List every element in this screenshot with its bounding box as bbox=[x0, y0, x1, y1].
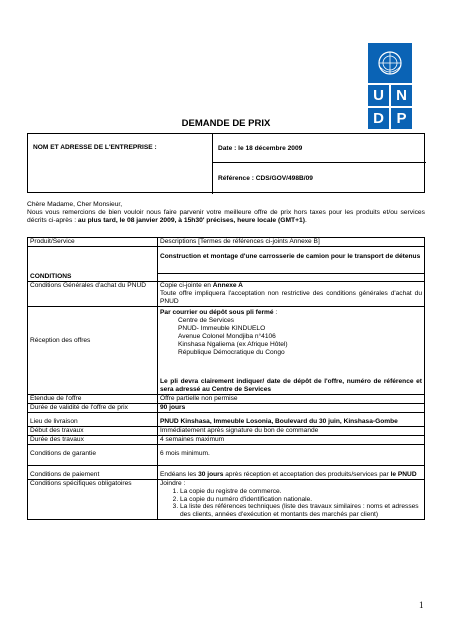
list-item: 1. La copie du registre de commerce. bbox=[180, 488, 422, 496]
reception-label: Réception des offres bbox=[28, 307, 158, 395]
validity-label: Durée de validité de l'offre de prix bbox=[28, 404, 158, 413]
greeting: Chère Madame, Cher Monsieur, bbox=[27, 201, 123, 208]
description-label: Descriptions [Termes de références ci-joints Annexe B] bbox=[158, 238, 425, 247]
specific-list bbox=[180, 488, 422, 520]
duration-value: 4 semaines maximum bbox=[158, 435, 425, 444]
start-label: Début des travaux bbox=[28, 427, 158, 436]
date-field: Date : le 18 décembre 2009 bbox=[213, 134, 426, 163]
logo-letter: N bbox=[391, 85, 412, 106]
undp-logo bbox=[368, 43, 412, 129]
address-line: PNUD- Immeuble KINDUELO bbox=[178, 324, 266, 332]
list-item: 2. La copie du numéro d'identification nationale. bbox=[180, 496, 422, 504]
payment-text-mid: après réception et acceptation des produits/services par bbox=[223, 470, 391, 478]
payment-label: Conditions de paiement bbox=[28, 465, 158, 479]
header-box bbox=[27, 133, 425, 193]
scope-label: Etendue de l'offre bbox=[28, 395, 158, 404]
address-line: Centre de Services bbox=[178, 316, 235, 324]
reception-note: Le pli devra clairement indiquer/ date de dépôt de l'offre, numéro de référence et sera adressé au Centre de Services bbox=[160, 378, 422, 394]
scope-value: Offre partielle non permise bbox=[158, 395, 425, 404]
general-conditions-label: Conditions Générales d'achat du PNUD bbox=[28, 282, 158, 307]
address-line: Kinshasa Ngaliema (ex Afrique Hôtel) bbox=[178, 340, 288, 348]
address-line: République Démocratique du Congo bbox=[178, 348, 285, 356]
start-value: Immédiatement après signature du bon de commande bbox=[158, 427, 425, 436]
intro-body: Nous vous remercions de bien vouloir nous faire parvenir votre meilleure offre de prix hors taxes pour les produits et/ou services décrits ci-après : bbox=[27, 209, 425, 225]
annex-a: Annexe A bbox=[212, 282, 243, 290]
list-item: 3. La liste des références techniques (liste des travaux similaires : noms et adresses des clients, années d'exécution et montants des marchés par client) bbox=[180, 503, 422, 519]
page-title: DEMANDE DE PRIX bbox=[181, 118, 271, 129]
intro-paragraph bbox=[27, 201, 425, 226]
deadline: au plus tard, le 08 janvier 2009, à 15h30' précises, heure locale (GMT+1) bbox=[77, 217, 305, 225]
payment-org: le PNUD bbox=[390, 470, 417, 478]
delivery-label: Lieu de livraison bbox=[28, 413, 158, 427]
payment-text: Endéans les bbox=[160, 470, 199, 478]
specific-label: Conditions spécifiques obligatoires bbox=[28, 479, 158, 520]
reference-field: Référence : CDS/GOV/498B/09 bbox=[218, 175, 313, 182]
un-emblem-icon bbox=[368, 43, 412, 83]
warranty-value: 6 mois minimum. bbox=[158, 444, 425, 465]
description: Construction et montage d'une carrosserie de camion pour le transport de détenus bbox=[158, 246, 425, 273]
general-conditions-note: Toute offre impliquera l'acceptation non restrictive des conditions générales d'achat du PNUD bbox=[160, 290, 422, 306]
logo-letter: U bbox=[368, 85, 389, 106]
warranty-label: Conditions de garantie bbox=[28, 444, 158, 465]
duration-label: Durée des travaux bbox=[28, 435, 158, 444]
reception-mode: Par courrier ou dépôt sous pli fermé bbox=[160, 309, 274, 317]
specific-intro: Joindre : bbox=[160, 479, 186, 487]
validity-value: 90 jours bbox=[158, 404, 425, 413]
logo-letter: D bbox=[368, 108, 389, 129]
general-conditions-text: Copie ci-jointe en bbox=[160, 282, 213, 290]
logo-letter: P bbox=[391, 108, 412, 129]
conditions-heading: CONDITIONS bbox=[28, 273, 158, 281]
company-label: NOM ET ADRESSE DE L'ENTREPRISE : bbox=[28, 134, 213, 194]
address-line: Avenue Colonel Mondjiba n°4106 bbox=[178, 332, 276, 340]
payment-days: 30 jours bbox=[198, 470, 224, 478]
product-label: Produit/Service bbox=[28, 238, 158, 247]
page-number: 1 bbox=[419, 600, 424, 610]
reception-colon: : bbox=[273, 309, 278, 317]
intro-end: . bbox=[304, 217, 307, 225]
conditions-table bbox=[27, 237, 425, 520]
delivery-value: PNUD Kinshasa, Immeuble Losonia, Boulevard du 30 juin, Kinshasa-Gombe bbox=[158, 413, 425, 427]
